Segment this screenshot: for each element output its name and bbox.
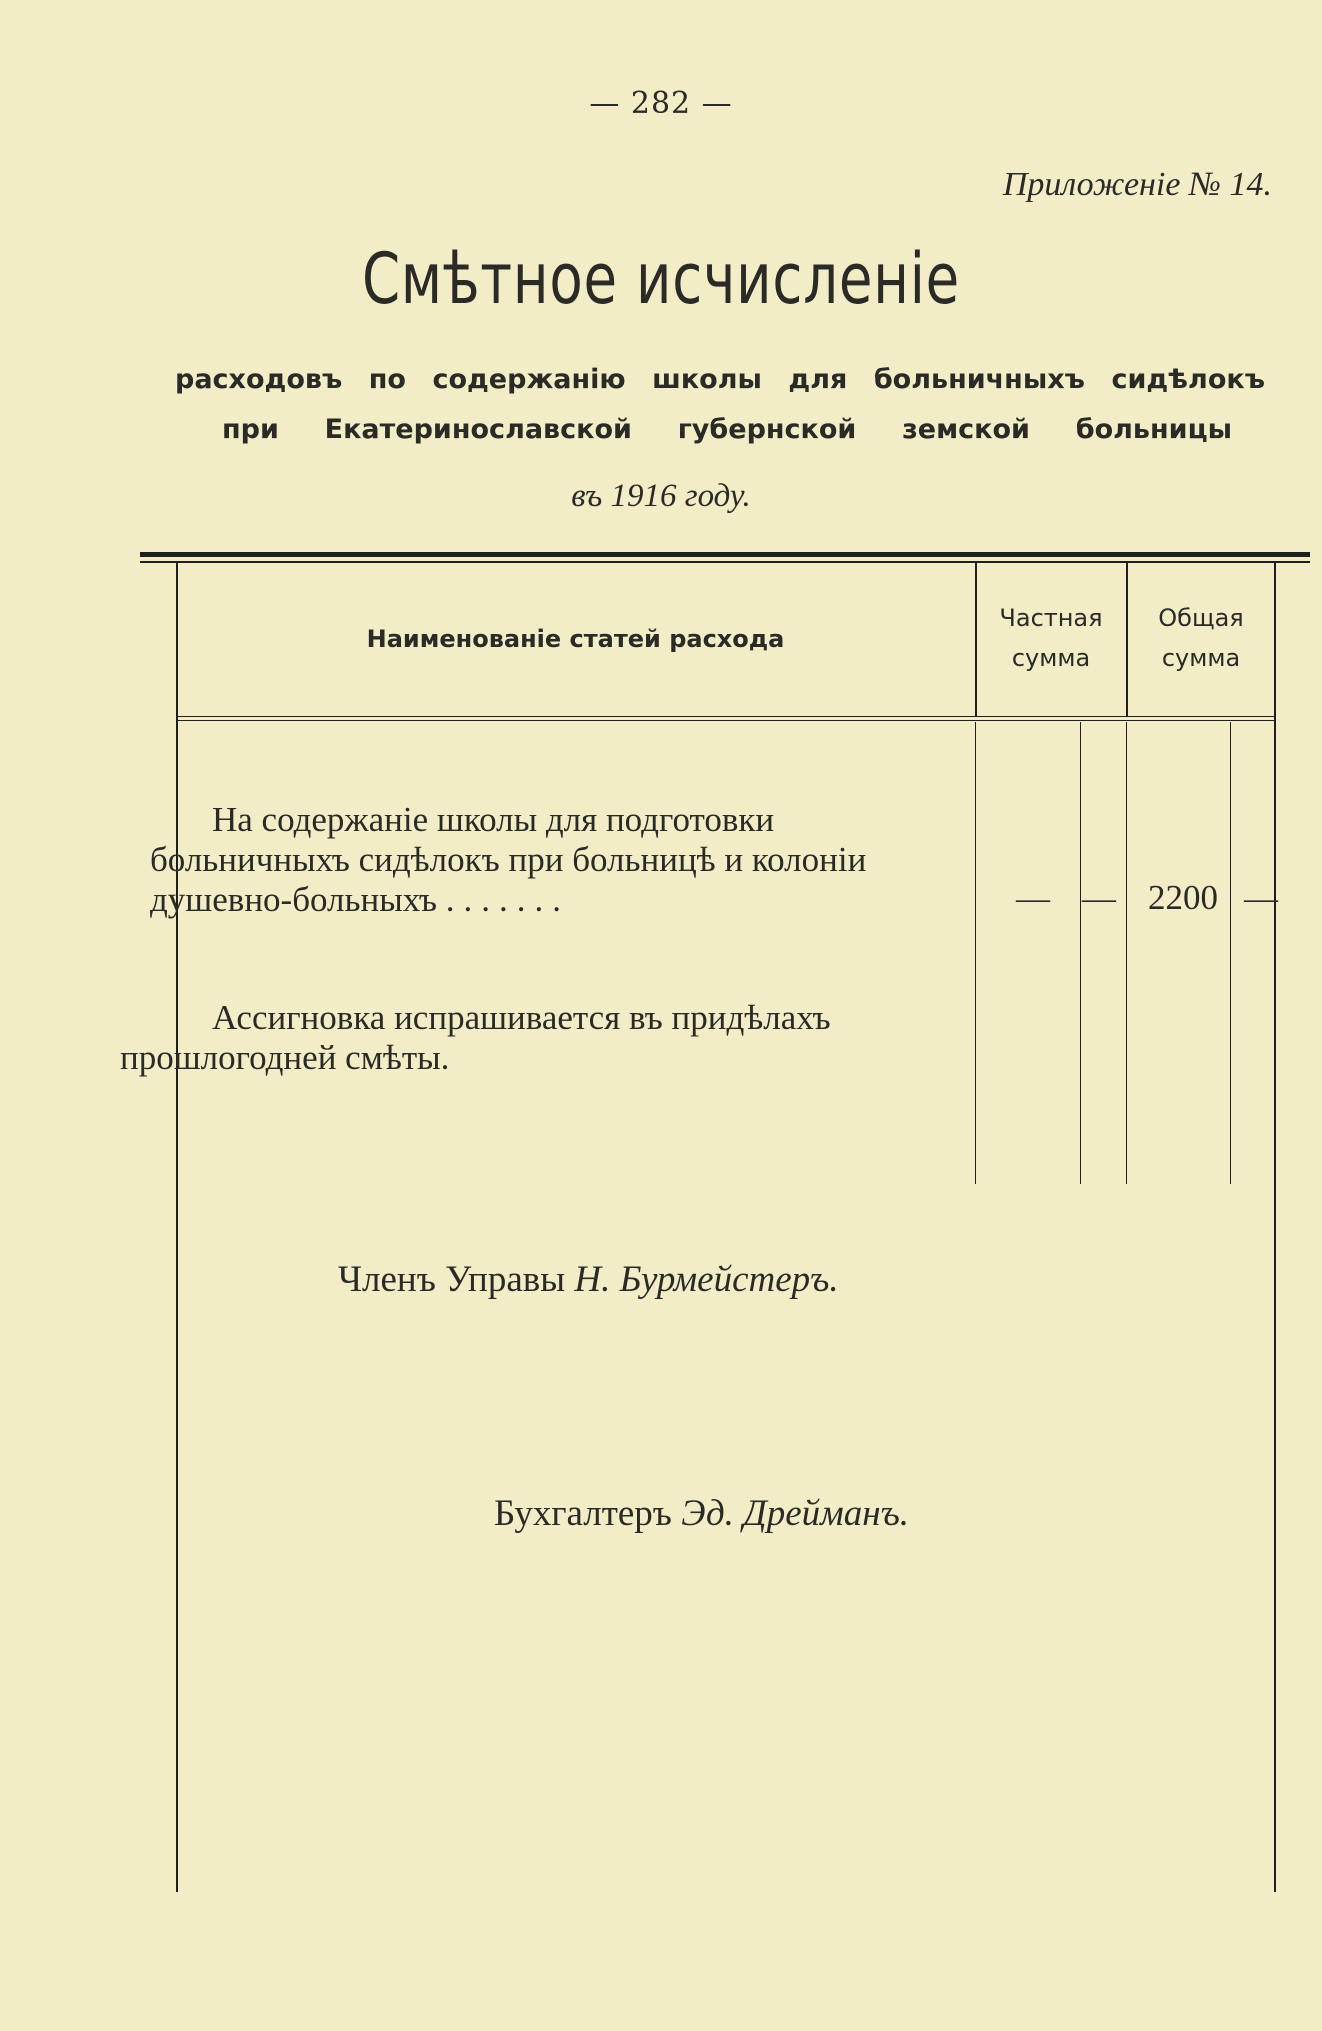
header-total-line-2: сумма bbox=[1161, 644, 1241, 672]
bleed-through-texture bbox=[160, 330, 169, 363]
signature-accountant bbox=[494, 1492, 909, 1535]
total-sum-rubles: 2200 bbox=[1148, 878, 1218, 917]
column-divider-total-body bbox=[1126, 722, 1127, 1184]
signature-name: Эд. Дрейманъ. bbox=[681, 1493, 910, 1534]
total-sum-kopecks: — bbox=[1244, 880, 1278, 917]
header-bottom-rule bbox=[176, 716, 1274, 717]
table-top-rule-thin bbox=[140, 561, 1310, 563]
header-private-sum bbox=[978, 598, 1124, 678]
subtitle-line-2: при Екатеринославской губернской земской больницы bbox=[222, 414, 1232, 445]
column-divider-kop-total bbox=[1230, 722, 1231, 1184]
appendix-label: Приложеніе № 14. bbox=[1002, 166, 1272, 203]
column-divider-kop-private bbox=[1080, 722, 1081, 1184]
signature-role: Бухгалтеръ bbox=[494, 1493, 672, 1534]
signature-name: Н. Бурмейстеръ. bbox=[574, 1259, 839, 1300]
header-total-line-1: Общая bbox=[1158, 604, 1244, 632]
subtitle-line-1: расходовъ по содержанію школы для больничныхъ сидѣлокъ bbox=[175, 364, 1265, 395]
leader-dots: ....... bbox=[445, 880, 570, 919]
header-total-sum bbox=[1128, 598, 1274, 678]
private-sum-kopecks: — bbox=[1082, 880, 1116, 917]
year-line: въ 1916 году. bbox=[571, 478, 751, 514]
signature-role: Членъ Управы bbox=[338, 1259, 566, 1300]
header-bottom-rule-2 bbox=[176, 720, 1274, 721]
header-private-line-2: сумма bbox=[1011, 644, 1091, 672]
table-right-border bbox=[1274, 562, 1276, 1892]
table-top-rule bbox=[140, 552, 1310, 557]
private-sum-rubles: — bbox=[1016, 880, 1050, 917]
expense-item-text: На содержаніе школы для подготовки больничныхъ сидѣлокъ при больницѣ и колоніи душевно-больныхъ bbox=[150, 800, 867, 919]
column-divider-private-body bbox=[975, 722, 976, 1184]
document-title: Смѣтное исчисленіе bbox=[361, 238, 961, 320]
signature-board-member bbox=[338, 1258, 839, 1301]
page-number: — 282 — bbox=[589, 86, 733, 121]
header-item-name: Наименованіе статей расхода bbox=[366, 625, 785, 653]
header-private-line-1: Частная bbox=[999, 604, 1103, 632]
column-divider-private bbox=[975, 562, 977, 717]
table-left-border bbox=[176, 562, 178, 1892]
allocation-note: Ассигновка испрашивается въ придѣлахъ прошлогодней смѣты. bbox=[120, 998, 831, 1077]
expense-item-description bbox=[150, 800, 895, 920]
